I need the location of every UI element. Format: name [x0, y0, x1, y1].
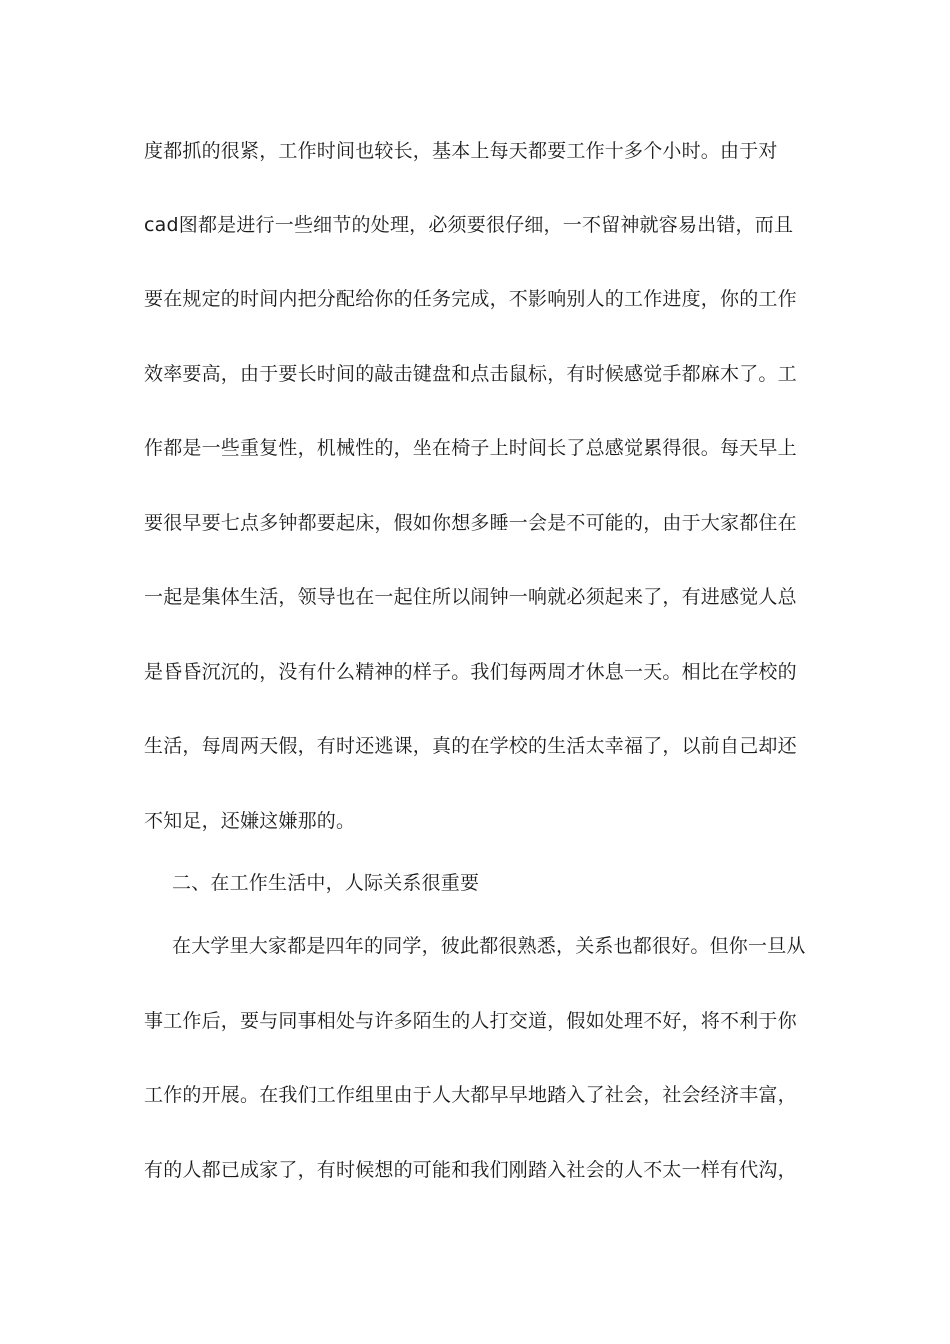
paragraph-line: 要很早要七点多钟都要起床，假如你想多睡一会是不可能的，由于大家都住在	[144, 512, 797, 534]
paragraph-line: 不知足，还嫌这嫌那的。	[144, 810, 356, 832]
paragraph-line: 效率要高，由于要长时间的敲击键盘和点击鼠标，有时候感觉手都麻木了。工	[144, 363, 797, 385]
paragraph-line: 度都抓的很紧，工作时间也较长，基本上每天都要工作十多个小时。由于对	[144, 140, 778, 162]
paragraph-line: 在大学里大家都是四年的同学，彼此都很熟悉，关系也都很好。但你一旦从	[172, 935, 806, 957]
paragraph-line: 是昏昏沉沉的，没有什么精神的样子。我们每两周才休息一天。相比在学校的	[144, 661, 797, 683]
paragraph-line: 工作的开展。在我们工作组里由于人大都早早地踏入了社会，社会经济丰富，	[144, 1084, 797, 1106]
paragraph-line: 一起是集体生活，领导也在一起住所以闹钟一响就必须起来了，有进感觉人总	[144, 586, 797, 608]
paragraph-line: 事工作后，要与同事相处与许多陌生的人打交道，假如处理不好，将不利于你	[144, 1010, 797, 1032]
paragraph-line: 有的人都已成家了，有时候想的可能和我们刚踏入社会的人不太一样有代沟，	[144, 1159, 797, 1181]
paragraph-line: 生活，每周两天假，有时还逃课，真的在学校的生活太幸福了，以前自己却还	[144, 735, 797, 757]
paragraph-line: cad图都是进行一些细节的处理，必须要很仔细，一不留神就容易出错，而且	[144, 214, 794, 236]
section-heading: 二、在工作生活中，人际关系很重要	[172, 872, 480, 894]
paragraph-line: 作都是一些重复性，机械性的，坐在椅子上时间长了总感觉累得很。每天早上	[144, 437, 797, 459]
paragraph-line: 要在规定的时间内把分配给你的任务完成，不影响别人的工作进度，你的工作	[144, 288, 797, 310]
